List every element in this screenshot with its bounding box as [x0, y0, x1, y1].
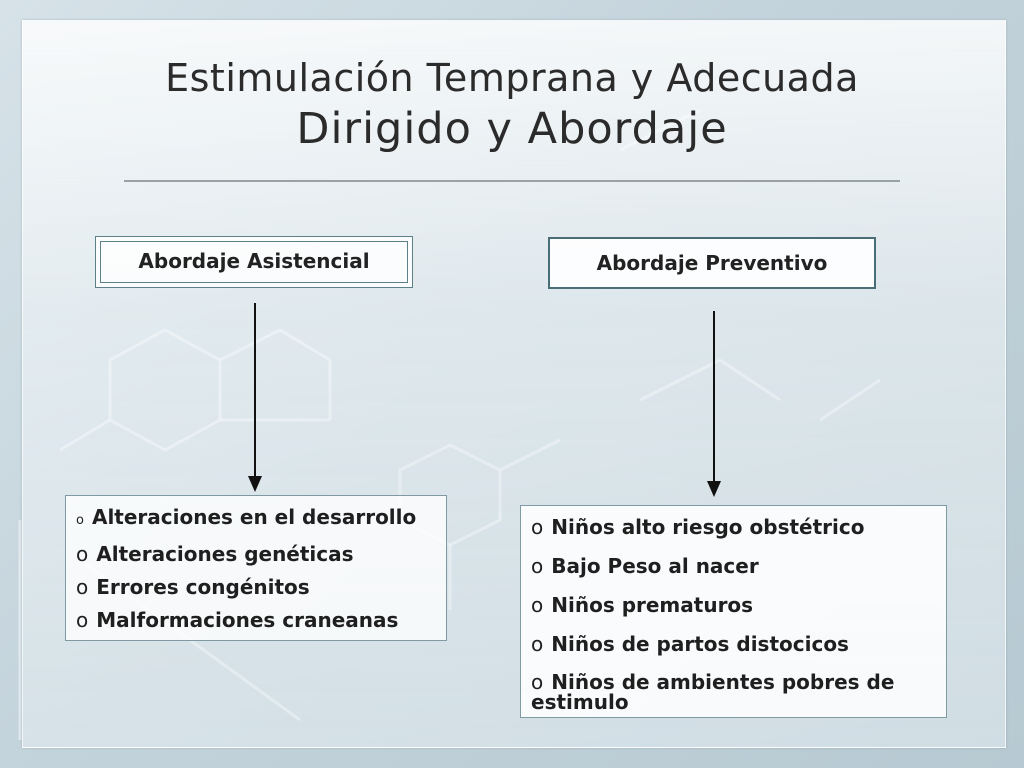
list-item: o Niños prematuros: [531, 593, 754, 617]
right-arrow: [707, 311, 721, 497]
preventivo-list: [520, 505, 947, 718]
left-arrow: [248, 303, 262, 492]
title-line-2: Dirigido y Abordaje: [296, 104, 728, 154]
list-item: o Niños de ambientes pobres de estimulo: [531, 670, 895, 714]
list-item: o Bajo Peso al nacer: [531, 554, 759, 578]
title-line-1: Estimulación Temprana y Adecuada: [165, 56, 859, 100]
list-item: o Malformaciones craneanas: [76, 608, 399, 632]
list-item: o Niños de partos distocicos: [531, 632, 849, 656]
abordaje-preventivo-label: Abordaje Preventivo: [596, 251, 828, 275]
list-item: o Alteraciones genéticas: [76, 542, 354, 566]
list-item: o Alteraciones en el desarrollo: [76, 505, 417, 529]
abordaje-asistencial-label: Abordaje Asistencial: [138, 249, 370, 273]
list-item: o Errores congénitos: [76, 575, 310, 599]
list-item: o Niños alto riesgo obstétrico: [531, 515, 865, 539]
asistencial-list: [65, 495, 447, 641]
